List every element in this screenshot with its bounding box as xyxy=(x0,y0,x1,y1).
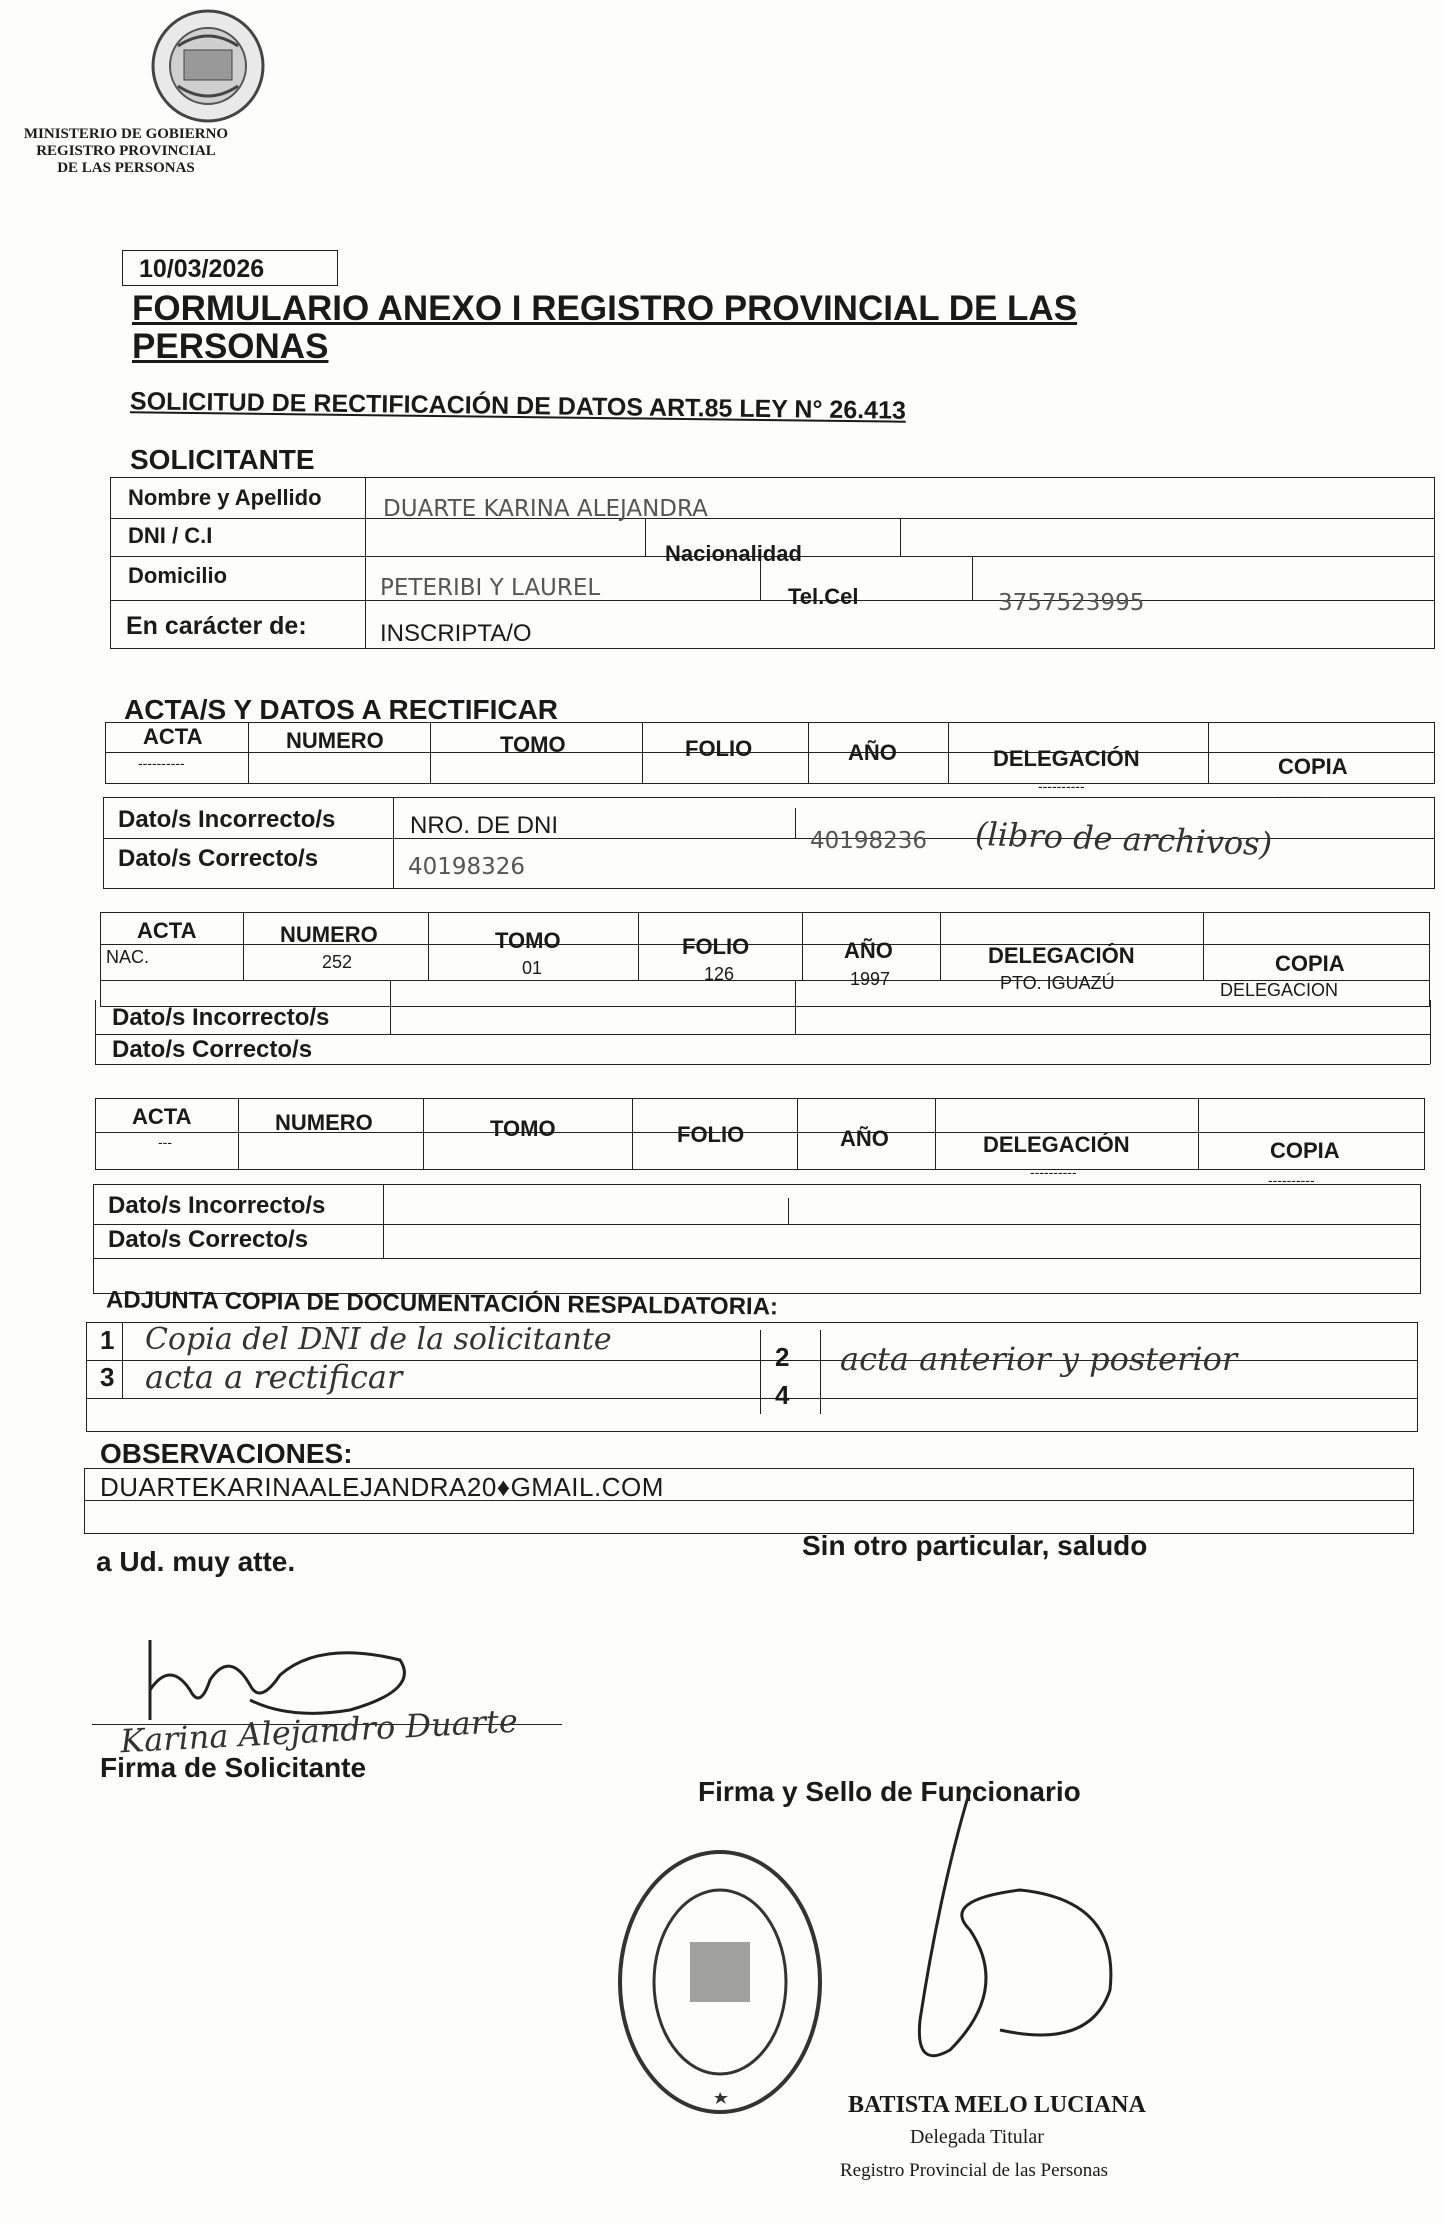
acta2-acta-value: NAC. xyxy=(106,947,150,967)
solicitante-signature-label: Firma de Solicitante xyxy=(100,1752,367,1783)
acta1-incorrect-number: 40198236 xyxy=(810,828,928,854)
solicitante-heading: SOLICITANTE xyxy=(130,444,315,475)
date-box xyxy=(122,250,338,286)
caracter-value: INSCRIPTA/O xyxy=(380,620,532,647)
acta1-acta-value: ---------- xyxy=(138,755,185,771)
acta3-col-numero: NUMERO xyxy=(275,1110,373,1135)
acta1-correct-label: Dato/s Correcto/s xyxy=(118,845,319,872)
acta2-col-acta: ACTA xyxy=(137,918,197,943)
acta2-col-anio: AÑO xyxy=(844,938,893,963)
observaciones-value: DUARTEKARINAALEJANDRA20♦GMAIL.COM xyxy=(100,1472,664,1502)
acta3-col-tomo: TOMO xyxy=(490,1116,556,1141)
acta3-acta-value: --- xyxy=(158,1134,172,1150)
acta1-delegacion-value: ---------- xyxy=(1038,778,1085,794)
tel-label: Tel.Cel xyxy=(788,584,859,609)
nombre-label: Nombre y Apellido xyxy=(128,485,322,510)
acta2-col-delegacion: DELEGACIÓN xyxy=(988,943,1135,968)
acta2-correct-label: Dato/s Correcto/s xyxy=(112,1036,313,1063)
acta1-incorrect-label: Dato/s Incorrecto/s xyxy=(118,806,336,833)
funcionario-signature-label: Firma y Sello de Funcionario xyxy=(698,1776,1081,1807)
ministry-block xyxy=(6,126,246,177)
adjunta-heading: ADJUNTA COPIA DE DOCUMENTACIÓN RESPALDATORIA: xyxy=(105,1286,779,1321)
acta3-col-acta: ACTA xyxy=(132,1104,192,1129)
adjunta-text-2: acta anterior y posterior xyxy=(840,1340,1238,1378)
nacionalidad-label: Nacionalidad xyxy=(665,541,802,566)
acta2-copia-value: DELEGACION xyxy=(1220,980,1339,1000)
title-line-1: FORMULARIO ANEXO I REGISTRO PROVINCIAL DE LAS xyxy=(132,289,1078,328)
acta1-col-tomo: TOMO xyxy=(500,732,566,757)
acta2-tomo-value: 01 xyxy=(522,958,543,978)
funcionario-signature xyxy=(820,1770,1150,2100)
adjunta-num-1: 1 xyxy=(100,1325,115,1355)
adjunta-text-1: Copia del DNI de la solicitante xyxy=(145,1322,612,1357)
acta3-delegacion-value: ---------- xyxy=(1030,1164,1077,1180)
official-role: Delegada Titular xyxy=(910,2126,1044,2148)
acta1-col-delegacion: DELEGACIÓN xyxy=(993,746,1140,771)
caracter-label: En carácter de: xyxy=(126,612,307,640)
adjunta-num-2: 2 xyxy=(775,1342,790,1372)
acta2-numero-value: 252 xyxy=(322,952,353,972)
acta1-incorrect-value: NRO. DE DNI xyxy=(410,812,559,839)
acta2-anio-value: 1997 xyxy=(850,969,891,989)
adjunta-num-4: 4 xyxy=(775,1380,790,1410)
acta1-col-numero: NUMERO xyxy=(286,728,384,753)
form-subtitle: SOLICITUD DE RECTIFICACIÓN DE DATOS ART.85 LEY N° 26.413 xyxy=(129,387,907,425)
acta1-correct-value: 40198326 xyxy=(408,854,526,880)
title-line-2: PERSONAS xyxy=(132,327,329,366)
acta2-folio-value: 126 xyxy=(704,964,735,984)
acta1-col-anio: AÑO xyxy=(848,740,897,765)
adjunta-text-3: acta a rectificar xyxy=(145,1358,403,1396)
acta3-col-copia: COPIA xyxy=(1270,1138,1340,1163)
acta3-col-delegacion: DELEGACIÓN xyxy=(983,1132,1130,1157)
acta2-col-copia: COPIA xyxy=(1275,951,1345,976)
form-title xyxy=(132,290,1077,366)
ministry-line: REGISTRO PROVINCIAL xyxy=(36,143,216,159)
acta3-incorrect-label: Dato/s Incorrecto/s xyxy=(108,1192,326,1219)
acta2-incorrect-label: Dato/s Incorrecto/s xyxy=(112,1004,330,1031)
official-org: Registro Provincial de las Personas xyxy=(840,2160,1109,2181)
tel-value: 3757523995 xyxy=(998,590,1145,616)
dni-label: DNI / C.I xyxy=(128,523,213,548)
acta1-copia-value: ---------- xyxy=(1275,788,1322,804)
official-name: BATISTA MELO LUCIANA xyxy=(848,2092,1146,2118)
ministry-line: DE LAS PERSONAS xyxy=(57,160,195,176)
ministry-line: MINISTERIO DE GOBIERNO xyxy=(23,126,229,142)
observaciones-heading: OBSERVACIONES: xyxy=(100,1438,353,1469)
acta2-col-tomo: TOMO xyxy=(495,928,561,953)
adjunta-num-3: 3 xyxy=(100,1362,115,1392)
acta1-col-acta: ACTA xyxy=(143,724,203,749)
solicitante-signed-name: Karina Alejandro Duarte xyxy=(119,1701,519,1761)
closing-left: a Ud. muy atte. xyxy=(96,1546,296,1577)
official-stamp xyxy=(610,1842,830,2122)
acta3-col-folio: FOLIO xyxy=(677,1122,745,1147)
acta3-correct-label: Dato/s Correcto/s xyxy=(108,1226,309,1253)
acta1-handwritten-note: (libro de archivos) xyxy=(974,814,1273,864)
domicilio-label: Domicilio xyxy=(128,563,228,588)
domicilio-value: PETERIBI Y LAUREL xyxy=(380,575,601,601)
acta1-col-folio: FOLIO xyxy=(685,736,753,761)
nombre-value: DUARTE KARINA ALEJANDRA xyxy=(383,496,708,522)
acta1-col-copia: COPIA xyxy=(1278,754,1348,779)
acta2-col-folio: FOLIO xyxy=(682,934,750,959)
acta2-delegacion-value: PTO. IGUAZÚ xyxy=(1000,973,1115,993)
form-date: 10/03/2026 xyxy=(139,255,265,283)
province-seal xyxy=(148,6,268,126)
acta3-col-anio: AÑO xyxy=(840,1126,889,1151)
actas-heading: ACTA/S Y DATOS A RECTIFICAR xyxy=(124,694,559,725)
closing-right: Sin otro particular, saludo xyxy=(802,1530,1148,1561)
acta2-col-numero: NUMERO xyxy=(280,922,378,947)
acta3-copia-value: ---------- xyxy=(1268,1172,1315,1188)
